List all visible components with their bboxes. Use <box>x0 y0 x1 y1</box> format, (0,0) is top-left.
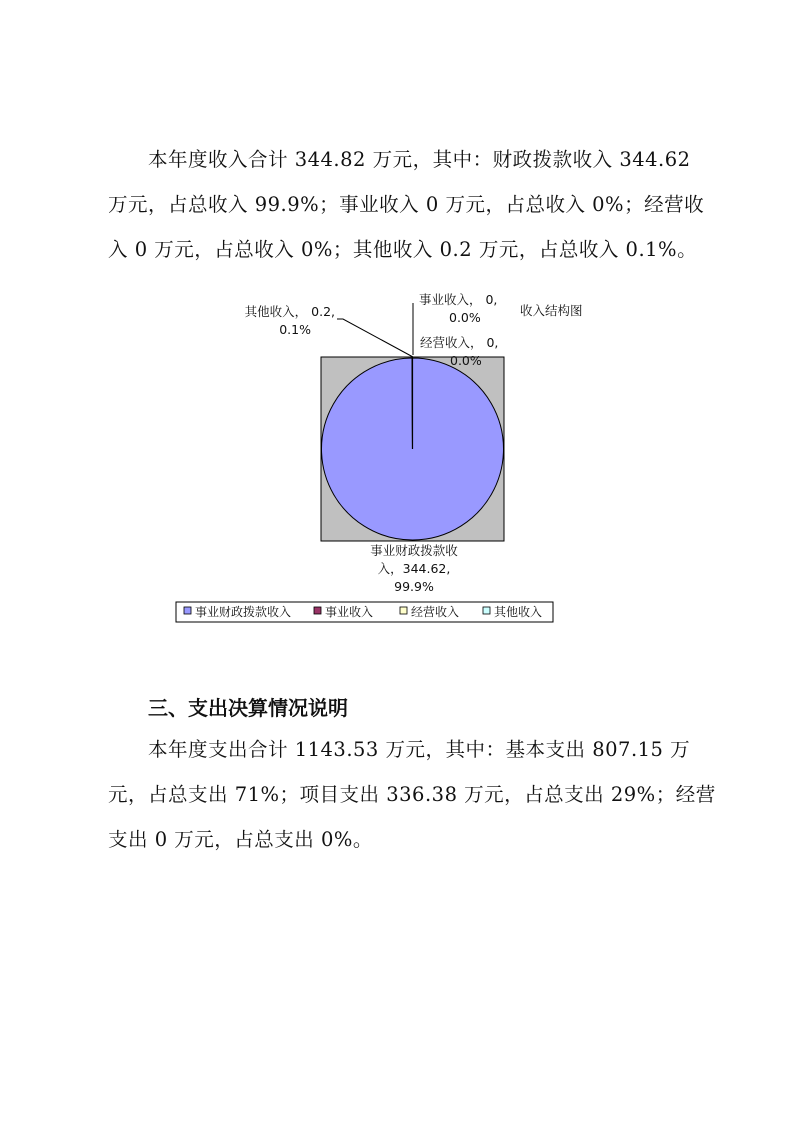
legend-label: 其他收入 <box>494 605 543 619</box>
expense-paragraph <box>108 727 716 862</box>
data-label: 经营收入， 0, 0.0% <box>420 335 499 368</box>
legend-label: 经营收入 <box>411 605 460 619</box>
income-line-3: 入 0 万元，占总收入 0%；其他收入 0.2 万元，占总收入 0.1%。 <box>108 238 698 261</box>
legend-swatch <box>400 607 407 614</box>
expense-line-3: 支出 0 万元，占总支出 0%。 <box>108 828 373 851</box>
income-structure-pie-chart <box>170 285 590 630</box>
legend-swatch <box>184 607 191 614</box>
income-paragraph <box>108 137 705 272</box>
data-label: 事业财政拨款收入，344.62, 99.9% <box>370 543 458 594</box>
expense-line-1: 本年度支出合计 1143.53 万元，其中：基本支出 807.15 万 <box>148 738 691 761</box>
expense-line-2: 元，占总支出 71%；项目支出 336.38 万元，占总支出 29%；经营 <box>108 783 716 806</box>
income-line-1: 本年度收入合计 344.82 万元，其中：财政拨款收入 344.62 <box>148 148 691 171</box>
section-heading: 三、支出决算情况说明 <box>148 696 348 720</box>
legend-label: 事业财政拨款收入 <box>195 605 292 619</box>
chart-title: 收入结构图 <box>520 303 583 318</box>
legend-item <box>184 604 291 619</box>
income-line-2: 万元，占总收入 99.9%；事业收入 0 万元，占总收入 0%；经营收 <box>108 193 705 216</box>
data-label: 事业收入， 0, 0.0% <box>419 292 498 325</box>
leader-line <box>337 319 413 357</box>
data-label: 其他收入， 0.2, 0.1% <box>244 304 335 337</box>
legend-label: 事业收入 <box>325 605 374 619</box>
legend-swatch <box>314 607 321 614</box>
legend-swatch <box>483 607 490 614</box>
